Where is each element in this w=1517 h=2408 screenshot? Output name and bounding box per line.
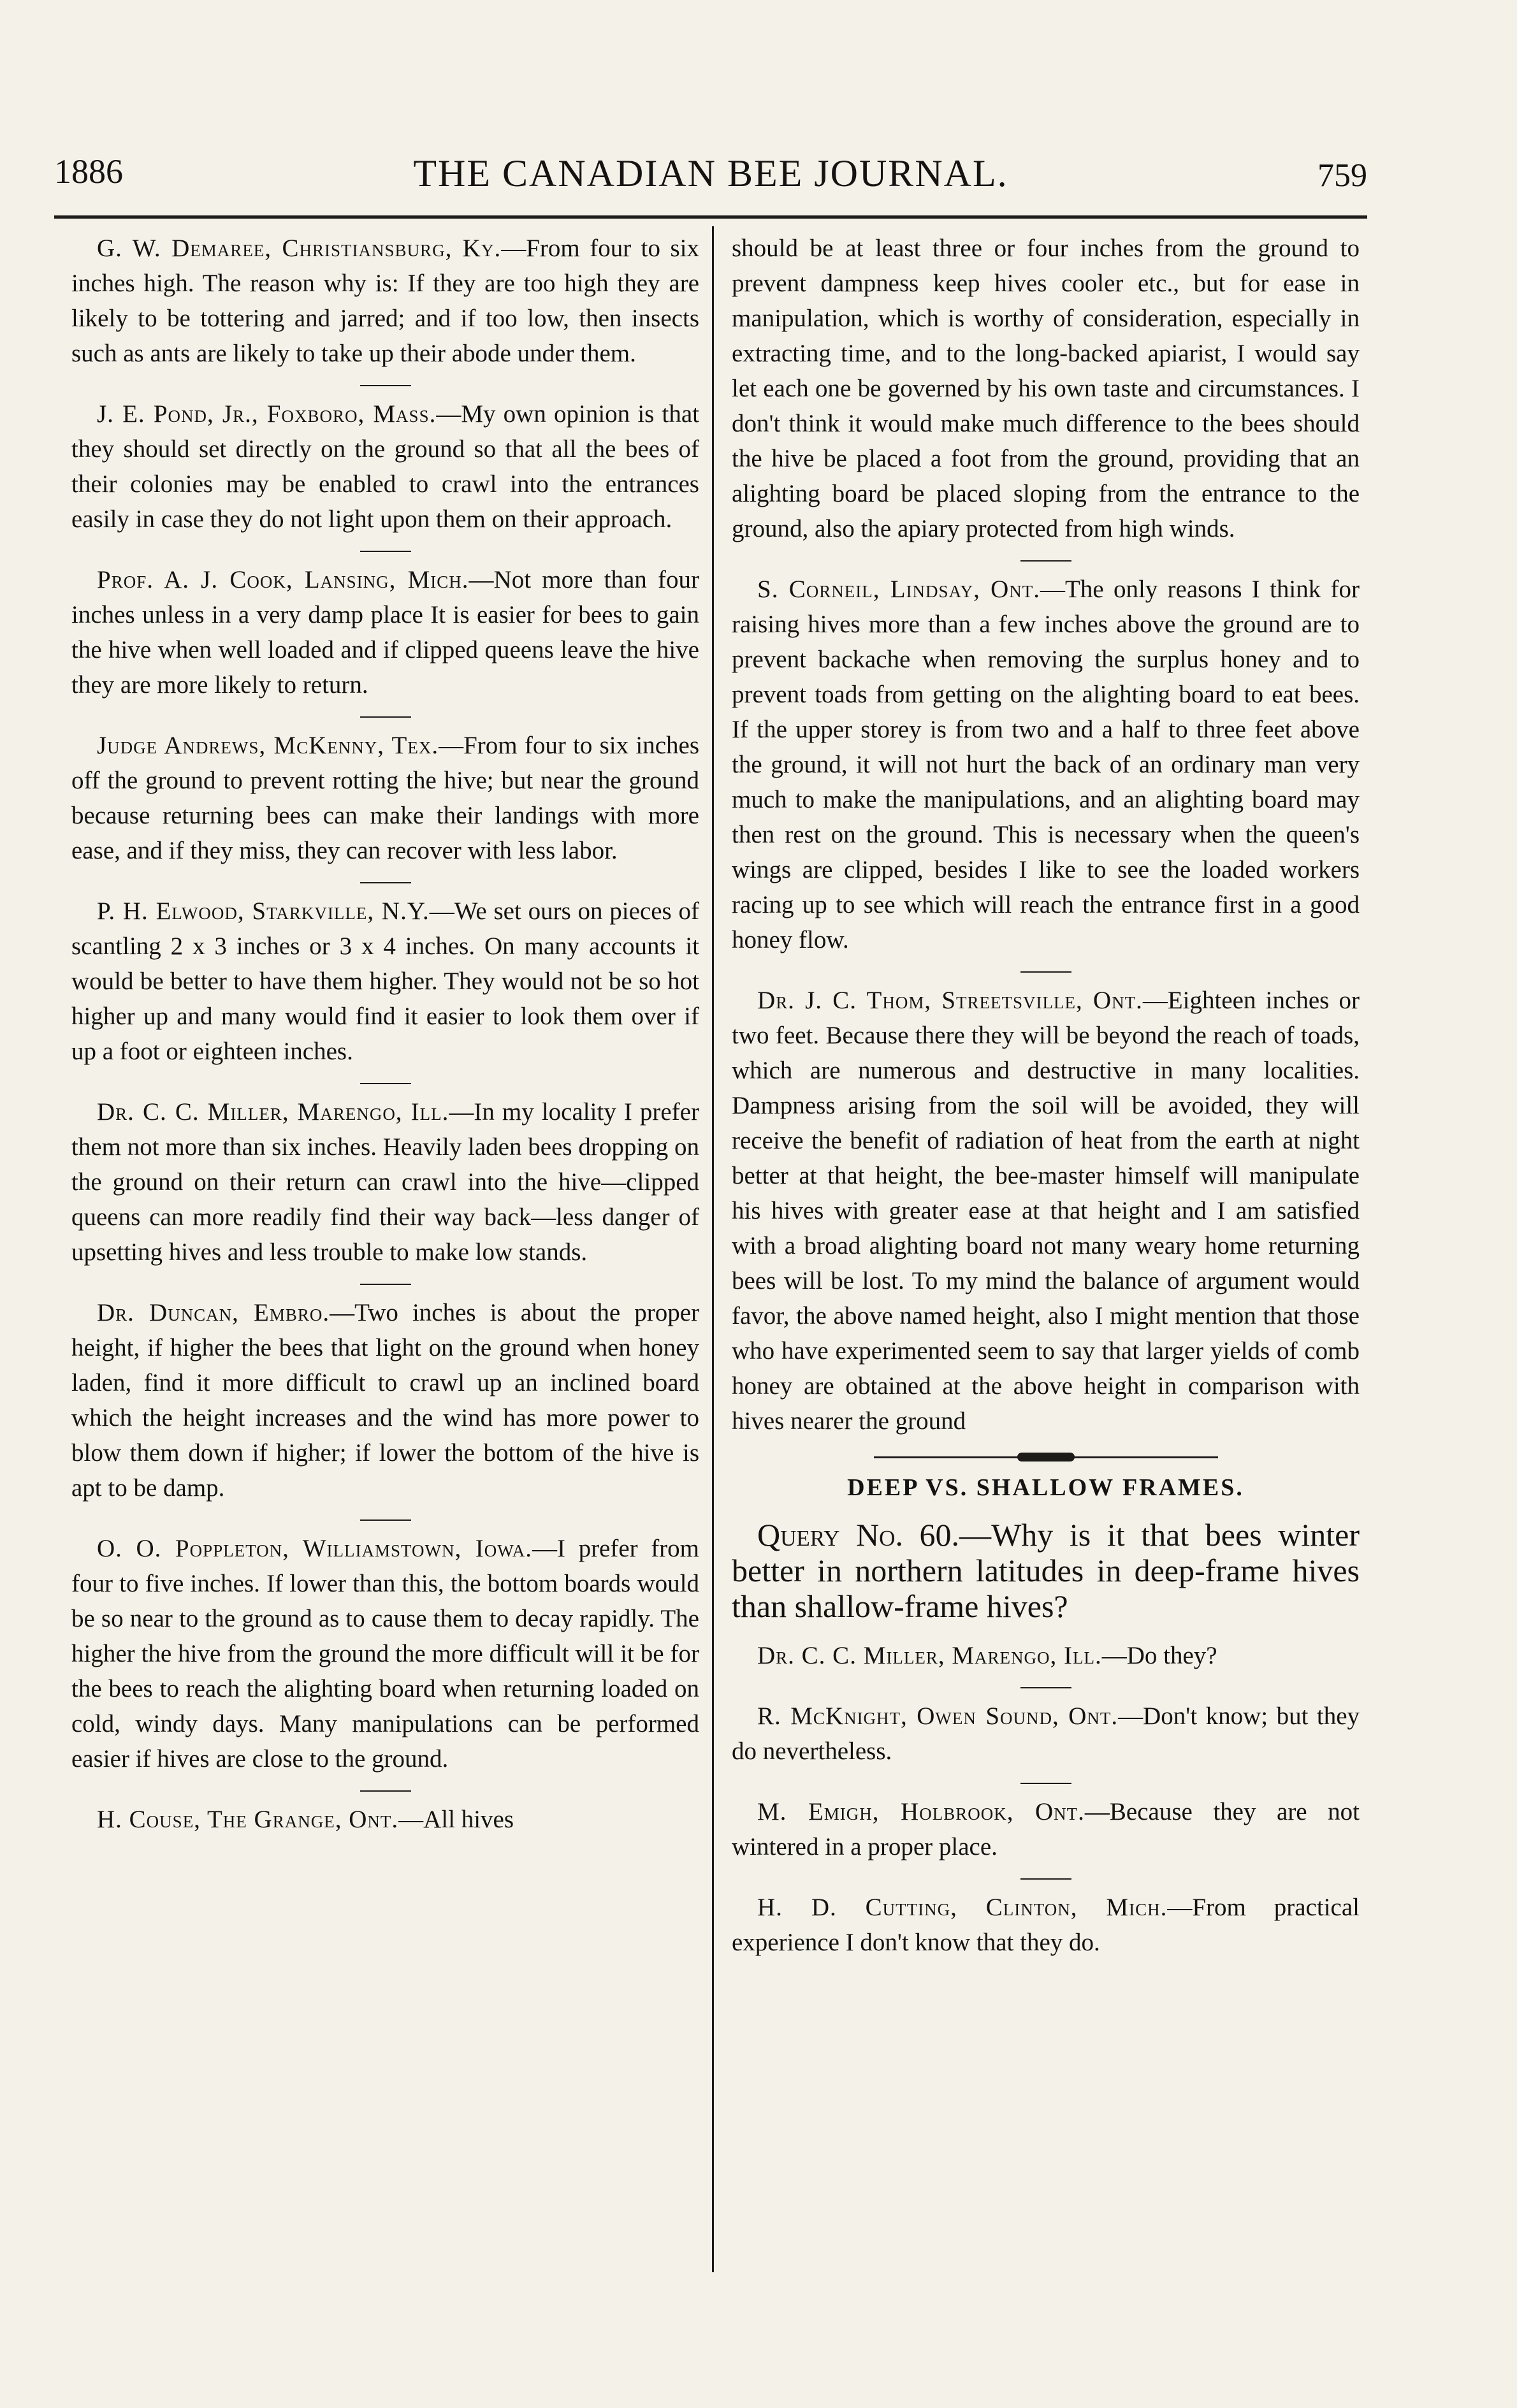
separator [360,385,411,386]
year: 1886 [54,152,123,191]
separator [1020,1878,1071,1880]
entry-text: —My own opinion is that they should set directly on the ground so that all the bees of their colonies may be enabled to crawl into the entrances easily in case they do not light upon them on their approach. [71,400,699,533]
journal-title: THE CANADIAN BEE JOURNAL. [413,152,1008,194]
entry [71,562,699,702]
entry [71,1531,699,1776]
separator [360,1520,411,1521]
page-header [54,152,1367,203]
column-divider [712,226,714,2272]
answer-author: H. D. Cutting, Clinton, Mich. [757,1894,1168,1921]
separator [360,551,411,552]
answer-author: M. Emigh, Holbrook, Ont. [757,1798,1085,1825]
section-title: DEEP VS. SHALLOW FRAMES. [847,1474,1244,1501]
separator [360,1284,411,1285]
entry-text: —Two inches is about the proper height, if higher the bees that light on the ground when honey laden, find it more difficult to crawl up an inclined board which the height increases and the wind has more power to blow them down if higher; if lower the bottom of the hive is apt to be damp. [71,1299,699,1502]
right-column [732,231,1360,1974]
query [732,1517,1360,1624]
separator [1020,1783,1071,1784]
entry-author: Prof. A. J. Cook, Lansing, Mich. [97,566,469,593]
entry-author: H. Couse, The Grange, Ont. [97,1806,399,1833]
answer [732,1890,1360,1960]
left-column [71,231,699,1851]
entry [71,1094,699,1270]
entry-text: —I prefer from four to five inches. If lower than this, the bottom boards would be so near to the ground as to cause them to decay rapidly. The higher the hive from the ground the more difficult will it be for the bees to reach the alighting board when returning loaded on cold, windy days. Many manipulations can be performed easier if hives are close to the ground. [71,1535,699,1773]
entry-text: —From four to six inches off the ground to prevent rotting the hive; but near the ground because returning bees can make their landings with more ease, and if they miss, they can recover with less labor. [71,732,700,864]
query-text: —Why is it that bees winter better in northern latitudes in deep-frame hives than shallow-frame hives? [732,1517,1360,1624]
entry [732,231,1360,546]
entry-text: —From four to six inches high. The reason why is: If they are too high they are likely to be tottering and jarred; and if too low, then insects such as ants are likely to take up their abode under them. [71,235,699,367]
separator [1020,971,1071,973]
entry-text: —All hives [398,1806,514,1833]
answer-text: —Do they? [1101,1642,1217,1669]
entry [71,231,699,371]
query-label: Query No. 60. [757,1517,960,1553]
page-number: 759 [1317,157,1367,194]
entry-text: —Eighteen inches or two feet. Because there they will be beyond the reach of toads, which are numerous and destructive in many localities. Dampness arising from the soil will be avoided, they will receive the benefit of radiation of heat from the earth at night better at that height, the bee-master himself will manipulate his hives with greater ease at that height and I am satisfied with a broad alighting board not many weary home returning bees will be lost. To my mind the balance of argument would favor, the above named height, also I might mention that those who have experimented seem to say that larger yields of comb honey are obtained at the above height in comparison with hives nearer the ground [732,987,1360,1435]
separator [1020,560,1071,562]
entry-author: J. E. Pond, Jr., Foxboro, Mass. [97,400,437,428]
entry [71,1802,699,1837]
answer [732,1699,1360,1769]
entry [71,894,699,1069]
answer-text: —Because they are not wintered in a proper place. [732,1798,1360,1860]
entry [71,728,699,868]
answer-author: R. McKnight, Owen Sound, Ont. [757,1702,1119,1730]
separator [360,1790,411,1792]
entry-author: O. O. Poppleton, Williamstown, Iowa. [97,1535,533,1562]
answer-author: Dr. C. C. Miller, Marengo, Ill. [757,1642,1102,1669]
entry-text: —Not more than four inches unless in a very damp place It is easier for bees to gain the hive when well loaded and if clipped queens leave the hive they are more likely to return. [71,566,699,699]
separator [360,882,411,883]
entry-text: —The only reasons I think for raising hives more than a few inches above the ground are to prevent backache when removing the surplus honey and to prevent toads from getting on the alighting board to eat bees. If the upper storey is from two and a half to three feet above the ground, it will not hurt the back of an ordinary man very much to make the manipulations, and an alighting board may then rest on the ground. This is necessary when the queen's wings are clipped, besides I like to see the loaded workers racing up to see which will reach the entrance first in a good honey flow. [732,576,1360,954]
entry-text: —We set ours on pieces of scantling 2 x 3 inches or 3 x 4 inches. On many accounts it would be better to have them higher. They would not be so hot higher up and many would find it easier to look them over if up a foot or eighteen inches. [71,897,699,1065]
entry-author: Dr. J. C. Thom, Streetsville, Ont. [757,987,1143,1014]
entry [71,396,699,537]
answer [732,1794,1360,1864]
entry [732,572,1360,957]
header-rule [54,215,1367,219]
entry-author: S. Corneil, Lindsay, Ont. [757,576,1041,603]
entry-text: —In my locality I prefer them not more than six inches. Heavily laden bees dropping on the ground on their return can crawl into the hive—clipped queens can more readily find their way back—less danger of upsetting hives and less trouble to make low stands. [71,1098,699,1266]
separator [1020,1687,1071,1688]
entry-text: should be at least three or four inches from the ground to prevent dampness keep hives cooler etc., but for ease in manipulation, which is worthy of consideration, especially in extracting time, and to the long-backed apiarist, I would say let each one be governed by his own taste and circumstances. I don't think it would make much difference to the bees should the hive be placed a foot from the ground, providing that an alighting board be placed sloping from the entrance to the ground, also the apiary protected from high winds. [732,235,1360,542]
entry-author: Dr. Duncan, Embro. [97,1299,330,1326]
ornamental-rule [874,1453,1218,1461]
entry-author: G. W. Demaree, Christiansburg, Ky. [97,235,502,262]
entry-author: Dr. C. C. Miller, Marengo, Ill. [97,1098,449,1126]
entry-author: Judge Andrews, McKenny, Tex. [97,732,439,759]
separator [360,716,411,718]
answer [732,1638,1360,1673]
ornament-icon [1017,1453,1075,1461]
entry [71,1295,699,1505]
entry [732,983,1360,1439]
separator [360,1083,411,1084]
entry-author: P. H. Elwood, Starkville, N.Y. [97,897,430,925]
answer-text: —From practical experience I don't know that they do. [732,1894,1360,1956]
answer-text: —Don't know; but they do nevertheless. [732,1702,1360,1765]
